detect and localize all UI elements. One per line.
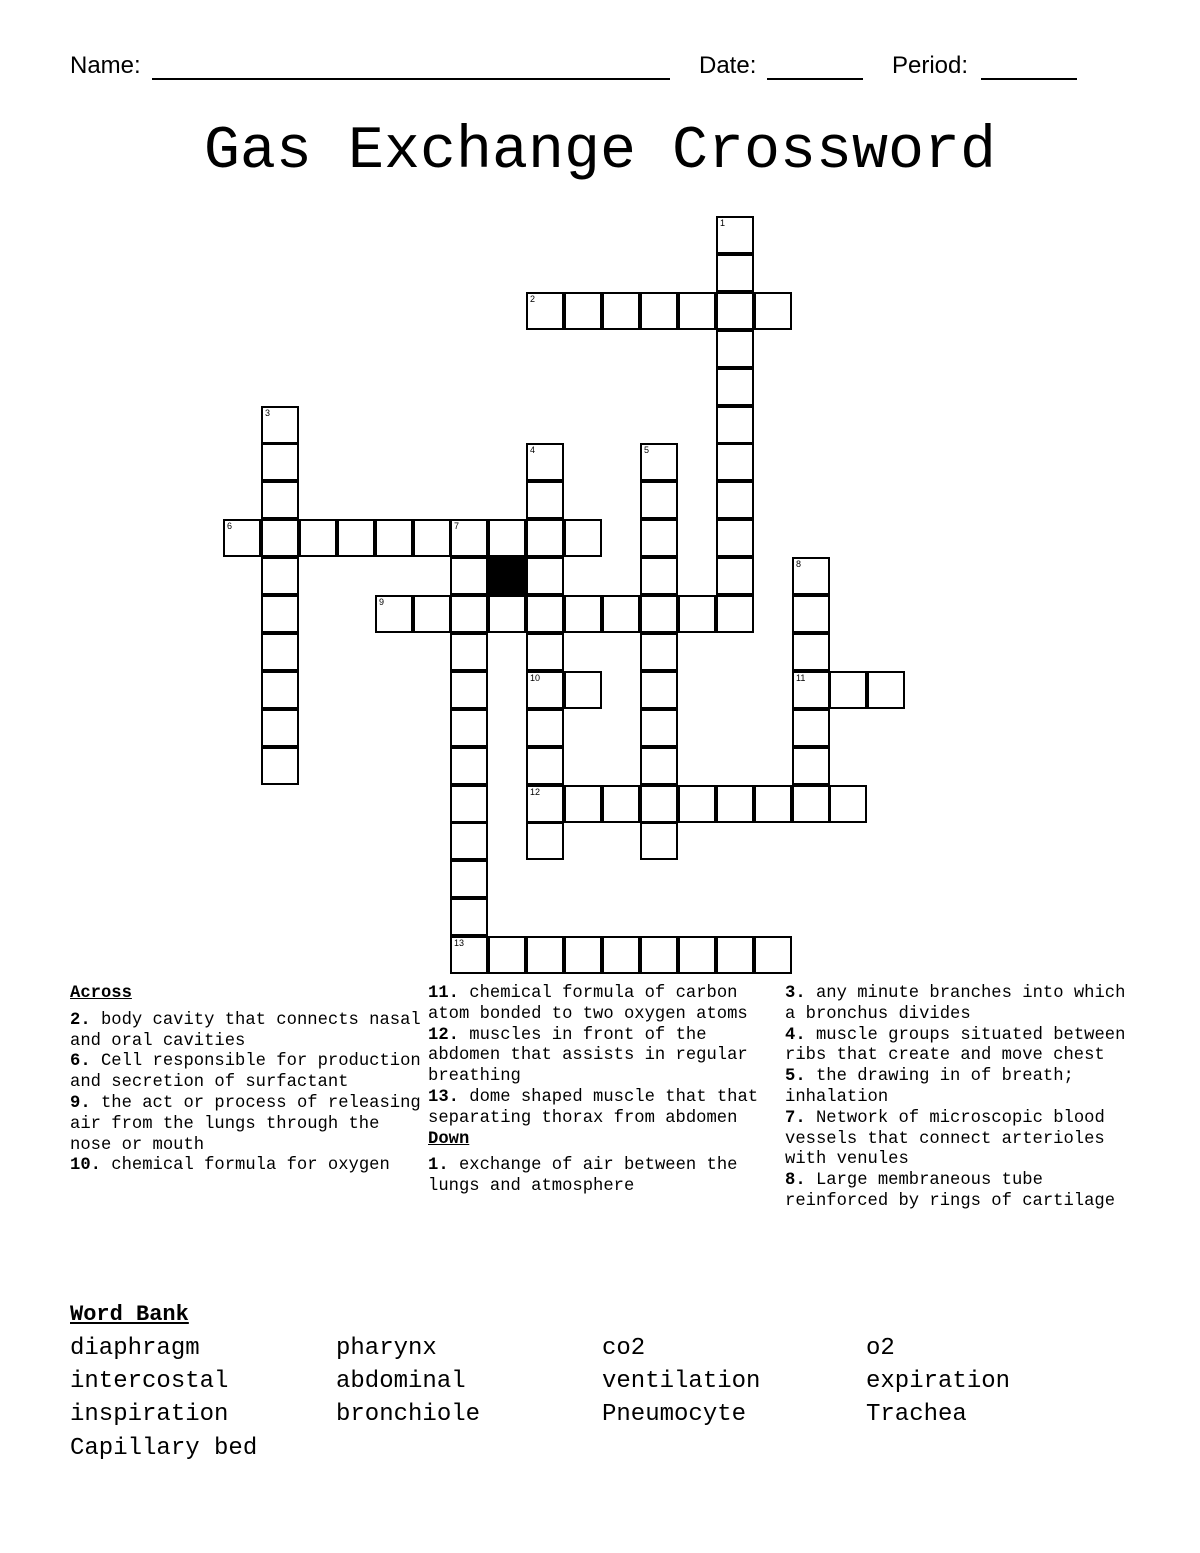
clue-number: 8 — [796, 559, 802, 569]
crossword-cell[interactable] — [564, 671, 602, 709]
clue-across-10: 10. chemical formula for oxygen — [70, 1156, 390, 1176]
crossword-cell[interactable] — [678, 936, 716, 974]
crossword-cell[interactable] — [450, 633, 488, 671]
crossword-cell[interactable] — [261, 443, 299, 481]
clue-number: 11 — [796, 673, 806, 683]
crossword-cell[interactable] — [792, 785, 830, 823]
clues-column-2 — [428, 984, 780, 1198]
crossword-cell[interactable] — [602, 595, 640, 633]
crossword-cell[interactable] — [792, 709, 830, 747]
clue-number: 12 — [530, 787, 541, 797]
clue-across-2: 2. body cavity that connects nasal and oral cavities — [70, 1010, 421, 1051]
name-field[interactable] — [152, 78, 670, 80]
crossword-cell[interactable] — [450, 519, 488, 557]
word-bank-item: inspiration — [70, 1401, 229, 1428]
crossword-cell[interactable] — [261, 519, 299, 557]
crossword-cell[interactable] — [526, 936, 564, 974]
crossword-cell[interactable] — [450, 936, 488, 974]
period-field[interactable] — [981, 78, 1077, 80]
crossword-cell[interactable] — [450, 709, 488, 747]
date-field[interactable] — [767, 78, 863, 80]
crossword-cell[interactable] — [526, 595, 564, 633]
crossword-cell[interactable] — [792, 747, 830, 785]
crossword-cell[interactable] — [488, 519, 526, 557]
crossword-cell[interactable] — [261, 747, 299, 785]
crossword-cell[interactable] — [450, 595, 488, 633]
crossword-cell[interactable] — [829, 785, 867, 823]
crossword-cell[interactable] — [678, 595, 716, 633]
crossword-cell[interactable] — [526, 785, 564, 823]
crossword-cell[interactable] — [450, 671, 488, 709]
crossword-cell[interactable] — [716, 368, 754, 406]
crossword-cell[interactable] — [640, 292, 678, 330]
clue-across-13: 13. dome shaped muscle that that separating thorax from abdomen — [428, 1087, 759, 1128]
crossword-cell[interactable] — [716, 936, 754, 974]
word-bank-title: Word Bank — [70, 1302, 189, 1327]
crossword-cell[interactable] — [526, 822, 564, 860]
header-fields — [70, 48, 1130, 88]
crossword-cell[interactable] — [526, 443, 564, 481]
crossword-cell[interactable] — [640, 822, 678, 860]
crossword-cell[interactable] — [716, 595, 754, 633]
clue-number: 4 — [530, 445, 536, 455]
crossword-cell[interactable] — [450, 860, 488, 898]
crossword-cell[interactable] — [602, 936, 640, 974]
crossword-cell[interactable] — [413, 519, 451, 557]
across-heading: Across — [70, 984, 132, 1003]
clue-across-11: 11. chemical formula of carbon atom bonded to two oxygen atoms — [428, 984, 748, 1024]
clue-number: 13 — [454, 938, 465, 948]
crossword-cell[interactable] — [640, 671, 678, 709]
crossword-cell[interactable] — [261, 671, 299, 709]
crossword-cell[interactable] — [640, 936, 678, 974]
crossword-cell[interactable] — [526, 671, 564, 709]
crossword-cell[interactable] — [526, 292, 564, 330]
crossword-cell[interactable] — [375, 595, 413, 633]
crossword-cell[interactable] — [526, 747, 564, 785]
crossword-cell[interactable] — [716, 406, 754, 444]
crossword-cell[interactable] — [299, 519, 337, 557]
clue-number: 9 — [379, 597, 385, 607]
clue-across-12: 12. muscles in front of the abdomen that assists in regular breathing — [428, 1025, 748, 1087]
crossword-cell[interactable] — [678, 292, 716, 330]
crossword-cell[interactable] — [261, 481, 299, 519]
crossword-cell[interactable] — [450, 898, 488, 936]
word-bank-item: co2 — [602, 1335, 646, 1362]
crossword-cell[interactable] — [716, 443, 754, 481]
crossword-cell[interactable] — [526, 519, 564, 557]
clues-column-1 — [70, 984, 422, 1177]
crossword-cell[interactable] — [716, 292, 754, 330]
crossword-cell[interactable] — [678, 785, 716, 823]
clue-down-8: 8. Large membraneous tube reinforced by rings of cartilage — [785, 1171, 1116, 1211]
crossword-cell[interactable] — [716, 785, 754, 823]
crossword-cell[interactable] — [564, 595, 602, 633]
crossword-cell[interactable] — [792, 595, 830, 633]
crossword-cell[interactable] — [716, 557, 754, 595]
crossword-cell[interactable] — [640, 519, 678, 557]
word-bank-item: Trachea — [866, 1401, 967, 1428]
word-bank-item: diaphragm — [70, 1335, 200, 1362]
clue-number: 3 — [265, 408, 271, 418]
crossword-cell[interactable] — [829, 671, 867, 709]
word-bank-item: abdominal — [336, 1368, 466, 1395]
crossword-cell[interactable] — [640, 747, 678, 785]
word-bank-item: ventilation — [602, 1368, 761, 1395]
crossword-cell[interactable] — [450, 747, 488, 785]
clue-down-4: 4. muscle groups situated between ribs that create and move chest — [785, 1025, 1126, 1066]
crossword-cell[interactable] — [754, 785, 792, 823]
clue-number: 6 — [227, 521, 233, 531]
crossword-cell[interactable] — [526, 557, 564, 595]
crossword-cell[interactable] — [640, 595, 678, 633]
crossword-cell[interactable] — [640, 709, 678, 747]
crossword-cell[interactable] — [716, 519, 754, 557]
crossword-cell[interactable] — [261, 709, 299, 747]
crossword-cell[interactable] — [526, 709, 564, 747]
crossword-cell[interactable] — [526, 481, 564, 519]
crossword-cell[interactable] — [261, 633, 299, 671]
page-title: Gas Exchange Crossword — [203, 118, 997, 186]
period-label: Period: — [892, 52, 969, 79]
crossword-cell[interactable] — [754, 292, 792, 330]
clue-number: 7 — [454, 521, 460, 531]
crossword-cell[interactable] — [375, 519, 413, 557]
clue-down-7: 7. Network of microscopic blood vessels that connect arterioles with venules — [785, 1108, 1105, 1170]
clue-down-5: 5. the drawing in of breath; inhalation — [785, 1067, 1074, 1107]
word-bank-item: pharynx — [336, 1335, 437, 1362]
clues-column-3 — [785, 984, 1130, 1213]
word-bank-item: Pneumocyte — [602, 1401, 747, 1428]
crossword-cell[interactable] — [526, 633, 564, 671]
clue-across-9: 9. the act or process of releasing air from the lungs through the nose or mouth — [70, 1093, 421, 1155]
crossword-cell[interactable] — [640, 443, 678, 481]
blocked-cell — [488, 557, 526, 595]
crossword-cell[interactable] — [716, 216, 754, 254]
crossword-cell[interactable] — [754, 936, 792, 974]
crossword-cell[interactable] — [640, 557, 678, 595]
crossword-cell[interactable] — [450, 785, 488, 823]
clue-number: 10 — [530, 673, 541, 683]
crossword-cell[interactable] — [261, 557, 299, 595]
crossword-cell[interactable] — [602, 785, 640, 823]
crossword-cell[interactable] — [413, 595, 451, 633]
crossword-cell[interactable] — [564, 785, 602, 823]
clue-down-1: 1. exchange of air between the lungs and atmosphere — [428, 1156, 738, 1197]
crossword-cell[interactable] — [261, 595, 299, 633]
clue-down-3: 3. any minute branches into which a bronchus divides — [785, 984, 1126, 1024]
crossword-cell[interactable] — [867, 671, 905, 709]
crossword-cell[interactable] — [337, 519, 375, 557]
clue-number: 5 — [644, 445, 650, 455]
crossword-cell[interactable] — [602, 292, 640, 330]
word-bank-item: Capillary bed — [70, 1435, 258, 1462]
crossword-cell[interactable] — [564, 519, 602, 557]
crossword-cell[interactable] — [261, 406, 299, 444]
crossword-cell[interactable] — [792, 671, 830, 709]
crossword-cell[interactable] — [450, 557, 488, 595]
name-label: Name: — [70, 52, 141, 79]
down-heading: Down — [428, 1129, 470, 1149]
crossword-cell[interactable] — [223, 519, 261, 557]
crossword-cell[interactable] — [640, 633, 678, 671]
crossword-cell[interactable] — [792, 633, 830, 671]
crossword-cell[interactable] — [488, 595, 526, 633]
crossword-cell[interactable] — [640, 785, 678, 823]
crossword-cell[interactable] — [716, 330, 754, 368]
word-bank-item: intercostal — [70, 1368, 229, 1395]
crossword-cell[interactable] — [564, 936, 602, 974]
crossword-cell[interactable] — [716, 481, 754, 519]
crossword-cell[interactable] — [564, 292, 602, 330]
crossword-cell[interactable] — [716, 254, 754, 292]
word-bank-item: expiration — [866, 1368, 1011, 1395]
clue-across-6: 6. Cell responsible for production and secretion of surfactant — [70, 1052, 421, 1093]
crossword-cell[interactable] — [792, 557, 830, 595]
crossword-cell[interactable] — [640, 481, 678, 519]
word-bank-item: o2 — [866, 1335, 895, 1362]
crossword-cell[interactable] — [488, 936, 526, 974]
clue-number: 1 — [720, 218, 726, 228]
word-bank-item: bronchiole — [336, 1401, 481, 1428]
date-label: Date: — [699, 52, 757, 79]
crossword-cell[interactable] — [450, 822, 488, 860]
clue-number: 2 — [530, 294, 536, 304]
